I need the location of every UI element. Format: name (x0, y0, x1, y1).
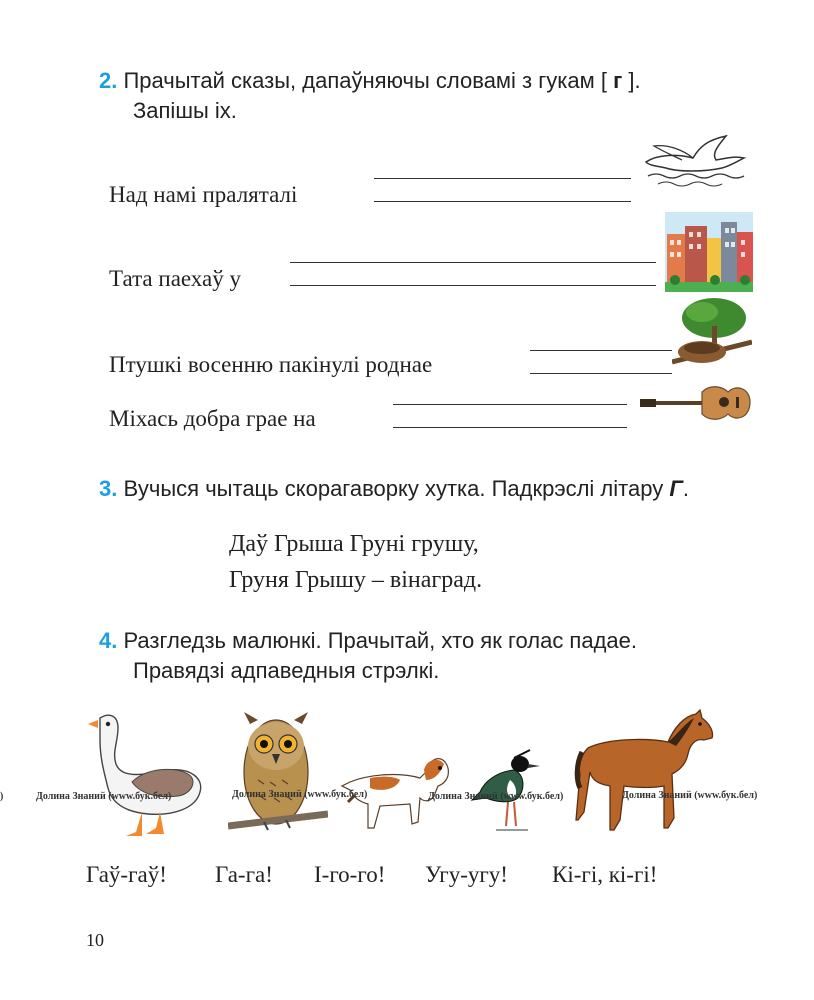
sound-word[interactable]: Угу-угу! (425, 862, 508, 887)
watermark: Долина Знаний (www.бук.бел) (428, 791, 564, 802)
answer-line[interactable] (290, 285, 656, 286)
city-icon (665, 212, 753, 292)
sentence-2: Тата паехаў у (109, 266, 241, 291)
task3-text: Вучыся чытаць скорагаворку хутка. Падкрэслі літару (123, 476, 664, 501)
task2-number: 2. (99, 68, 118, 93)
task2-bracket-end: ]. (628, 68, 641, 93)
task4-number: 4. (99, 628, 118, 653)
horse-icon[interactable] (568, 708, 718, 838)
sound-word[interactable]: І-го-го! (314, 862, 386, 887)
answer-line[interactable] (290, 262, 656, 263)
owl-icon[interactable] (228, 710, 328, 840)
task3-period: . (682, 476, 689, 501)
sentence-4: Міхась добра грае на (109, 406, 316, 431)
watermark: Долина Знаний (www.бук.бел) (232, 789, 368, 800)
answer-line[interactable] (530, 373, 672, 374)
answer-line[interactable] (374, 178, 631, 179)
answer-line[interactable] (530, 350, 672, 351)
task4-instruction (99, 626, 759, 656)
sound-word[interactable]: Га-га! (215, 862, 273, 887)
page-number: 10 (86, 930, 104, 950)
task3-letter: Г (669, 476, 683, 501)
task2-instruction-line2: Запішы іх. (133, 98, 237, 123)
watermark: Долина Знаний (www.бук.бел) (36, 791, 172, 802)
task4-text: Разгледзь малюнкі. Прачытай, хто як голас падае. (123, 628, 637, 653)
watermark-fragment: ) (0, 791, 4, 802)
watermark: Долина Знаний (www.бук.бел) (622, 790, 758, 801)
task2-text: Прачытай сказы, дапаўняючы словамі з гукам [ (123, 68, 607, 93)
nest-icon (672, 296, 752, 374)
answer-line[interactable] (374, 201, 631, 202)
task2-instruction (99, 66, 759, 96)
sound-word[interactable]: Кі-гі, кі-гі! (552, 862, 658, 887)
sentence-3: Птушкі восенню пакінулі роднае (109, 352, 433, 377)
answer-line[interactable] (393, 427, 627, 428)
goose-icon[interactable] (86, 708, 208, 840)
sentence-1: Над намі праляталі (109, 182, 298, 207)
goose-flying-icon (638, 132, 750, 190)
tongue-twister-line-2: Груня Грышу – вінаград. (229, 567, 483, 593)
task4-instruction-line2: Правядзі адпаведныя стрэлкі. (133, 658, 440, 683)
answer-line[interactable] (393, 404, 627, 405)
task3-instruction (99, 474, 779, 504)
tongue-twister-line-1: Даў Грыша Груні грушу, (229, 531, 479, 557)
guitar-icon (640, 380, 752, 426)
task2-sound: г (613, 68, 623, 93)
task3-number: 3. (99, 476, 118, 501)
sound-word[interactable]: Гаў-гаў! (86, 862, 167, 887)
